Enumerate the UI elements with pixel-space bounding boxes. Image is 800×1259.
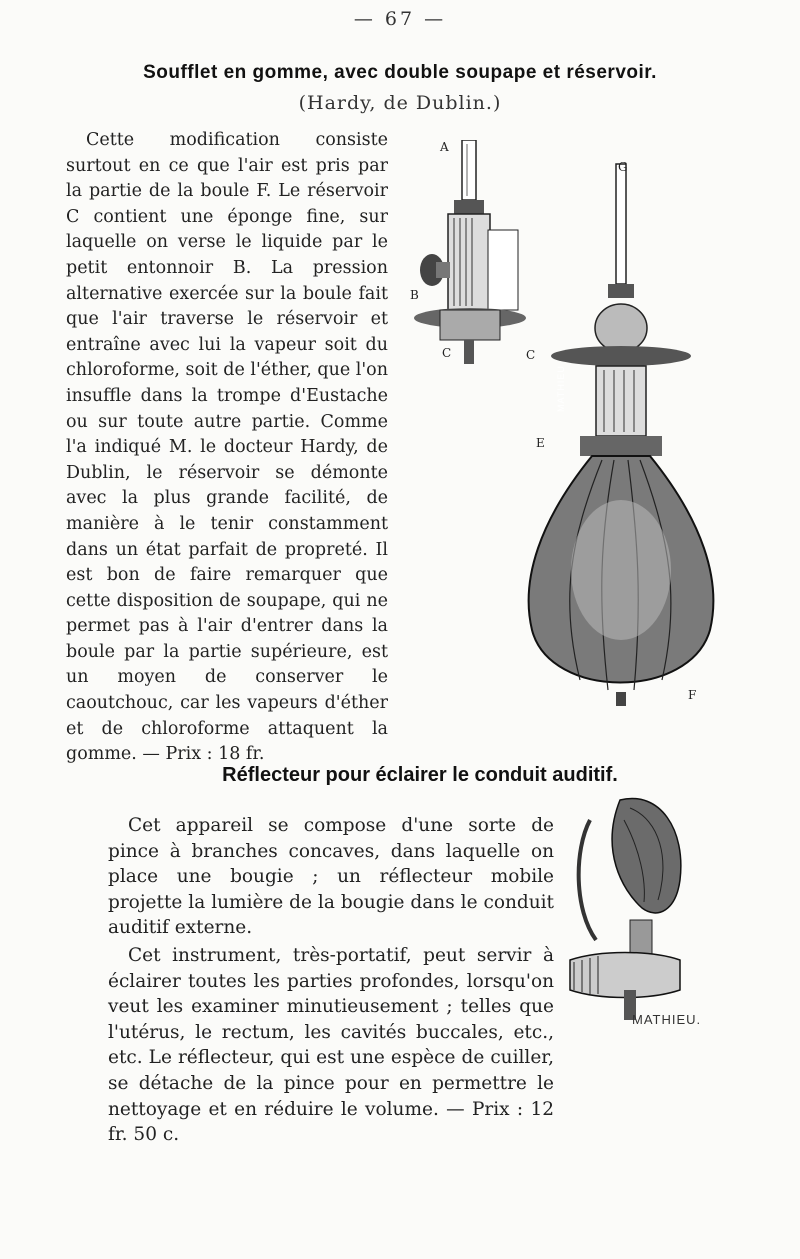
section-1-title: Soufflet en gomme, avec double soupape et réservoir.: [143, 62, 657, 83]
page-number: — 67 —: [353, 8, 447, 30]
label-g: G: [618, 160, 628, 174]
bulb-figure: [510, 160, 730, 740]
section-2-paragraph-1: Cet appareil se compose d'une sorte de pince à branches concaves, dans laquelle on place une bougie ; un réflecteur mobile projette la lumière de la bougie dans le conduit auditif externe.: [108, 815, 554, 939]
figure-1-signature: MATHIEU: [556, 365, 566, 412]
section-1-subtitle: (Hardy, de Dublin.): [298, 92, 502, 114]
label-b: B: [410, 288, 419, 302]
bulb-illustration: [510, 160, 730, 740]
reflector-illustration: [560, 790, 690, 1030]
section-2-paragraph-2: Cet instrument, très-portatif, peut servir à éclairer toutes les parties profondes, lorsqu'on veut les examiner minutieusement ; telles que l'utérus, le rectum, les cavités buccales, etc., etc. Le réflecteur, qui est une espèce de cuiller, se détache de la pince pour en permettre le nettoyage et en réduire le volume. — Prix : 12 fr. 50 c.: [108, 944, 554, 1146]
section-2-title: Réflecteur pour éclairer le conduit auditif.: [222, 764, 618, 786]
section-2-body: [108, 813, 554, 1148]
label-c: C: [442, 346, 452, 360]
reflector-figure: [560, 790, 702, 1030]
label-c2: C: [526, 348, 536, 362]
section-1-paragraph: Cette modification consiste surtout en ce que l'air est pris par la partie de la boule F. Le réservoir C contient une éponge fine, sur laquelle on verse le liquide par le petit entonnoir B. La pression alternative exercée sur la boule fait que l'air traverse le réservoir et entraîne avec lui la vapeur soit du chloroforme, soit de l'éther, que l'on insuffle dans la trompe d'Eustache ou sur toute autre partie. Comme l'a indiqué M. le docteur Hardy, de Dublin, le réservoir se démonte avec la plus grande facilité, de manière à le tenir constamment dans un état parfait de propreté. Il est bon de faire remarquer que cette disposition de soupape, qui ne permet pas à l'air d'entrer dans la boule par la partie supérieure, est un moyen de conserver le caoutchouc, car les vapeurs d'éther et de chloroforme attaquent la gomme. — Prix : 18 fr.: [66, 130, 388, 765]
section-1-body: [66, 128, 388, 768]
figure-2-signature: MATHIEU.: [632, 1012, 702, 1027]
label-a: A: [440, 140, 449, 154]
label-f: F: [688, 688, 697, 702]
label-e: E: [536, 436, 545, 450]
